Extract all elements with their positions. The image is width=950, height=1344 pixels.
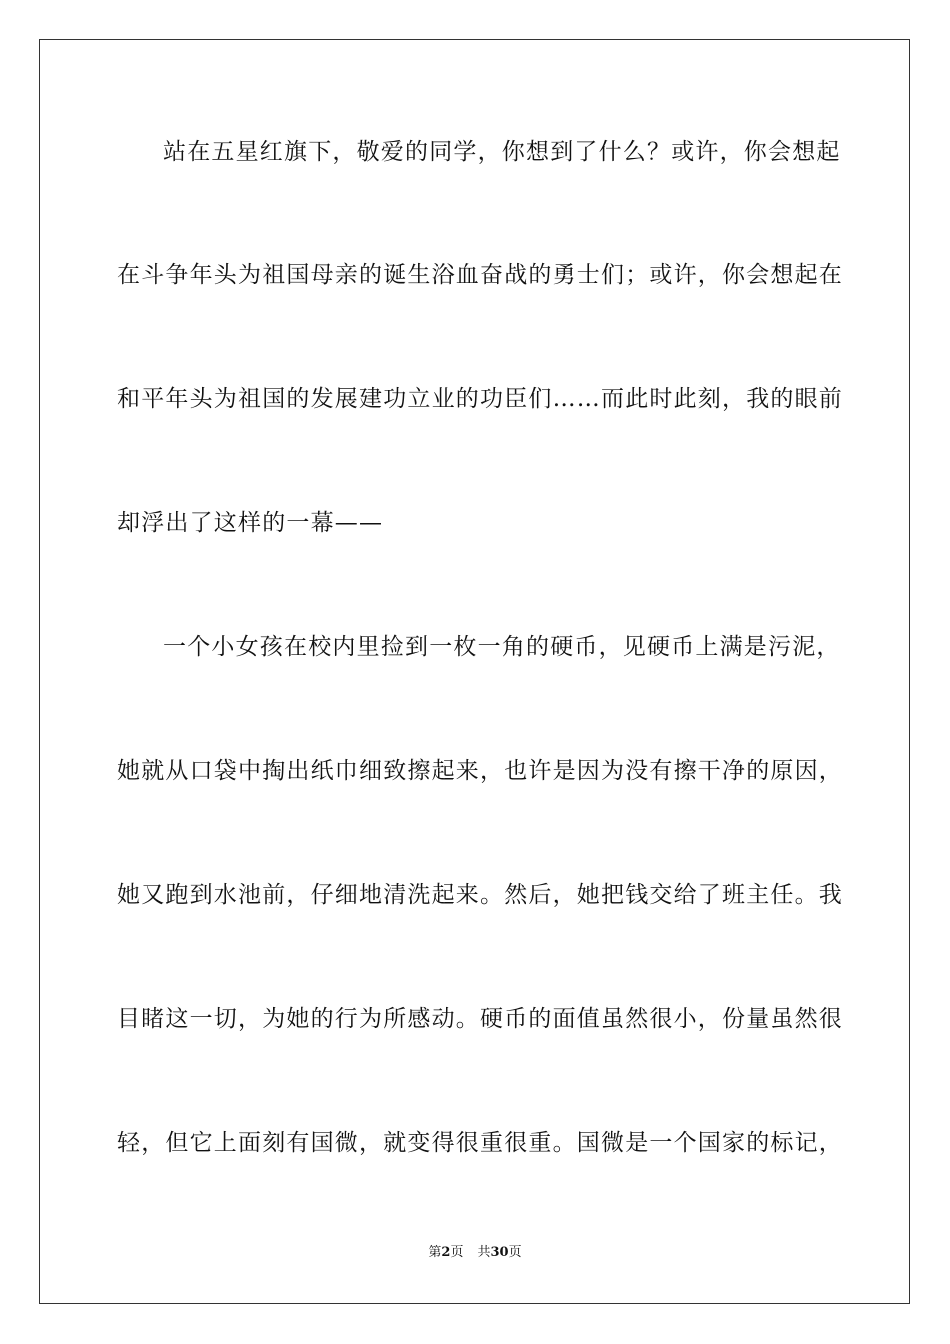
page-footer	[0, 1243, 950, 1263]
page-number-label: 第2页	[428, 1245, 464, 1260]
paragraph-line: 站在五星红旗下，敬爱的同学，你想到了什么？或许，你会想起	[163, 139, 841, 165]
paragraph-line: 一个小女孩在校内里捡到一枚一角的硬币，见硬币上满是污泥，	[163, 634, 841, 660]
total-pages-label: 共30页	[477, 1245, 522, 1260]
paragraph-line: 目睹这一切，为她的行为所感动。硬币的面值虽然很小，份量虽然很	[117, 1006, 843, 1032]
paragraph-line: 却浮出了这样的一幕——	[117, 510, 384, 536]
paragraph-line: 轻，但它上面刻有国微，就变得很重很重。国微是一个国家的标记，	[117, 1130, 843, 1156]
paragraph-line: 她就从口袋中掏出纸巾细致擦起来，也许是因为没有擦干净的原因，	[117, 758, 843, 784]
paragraph-line: 她又跑到水池前，仔细地清洗起来。然后，她把钱交给了班主任。我	[117, 882, 843, 908]
paragraph-line: 和平年头为祖国的发展建功立业的功臣们……而此时此刻，我的眼前	[117, 386, 843, 412]
paragraph-line: 在斗争年头为祖国母亲的诞生浴血奋战的勇士们；或许，你会想起在	[117, 262, 843, 288]
page-border	[39, 39, 910, 1304]
